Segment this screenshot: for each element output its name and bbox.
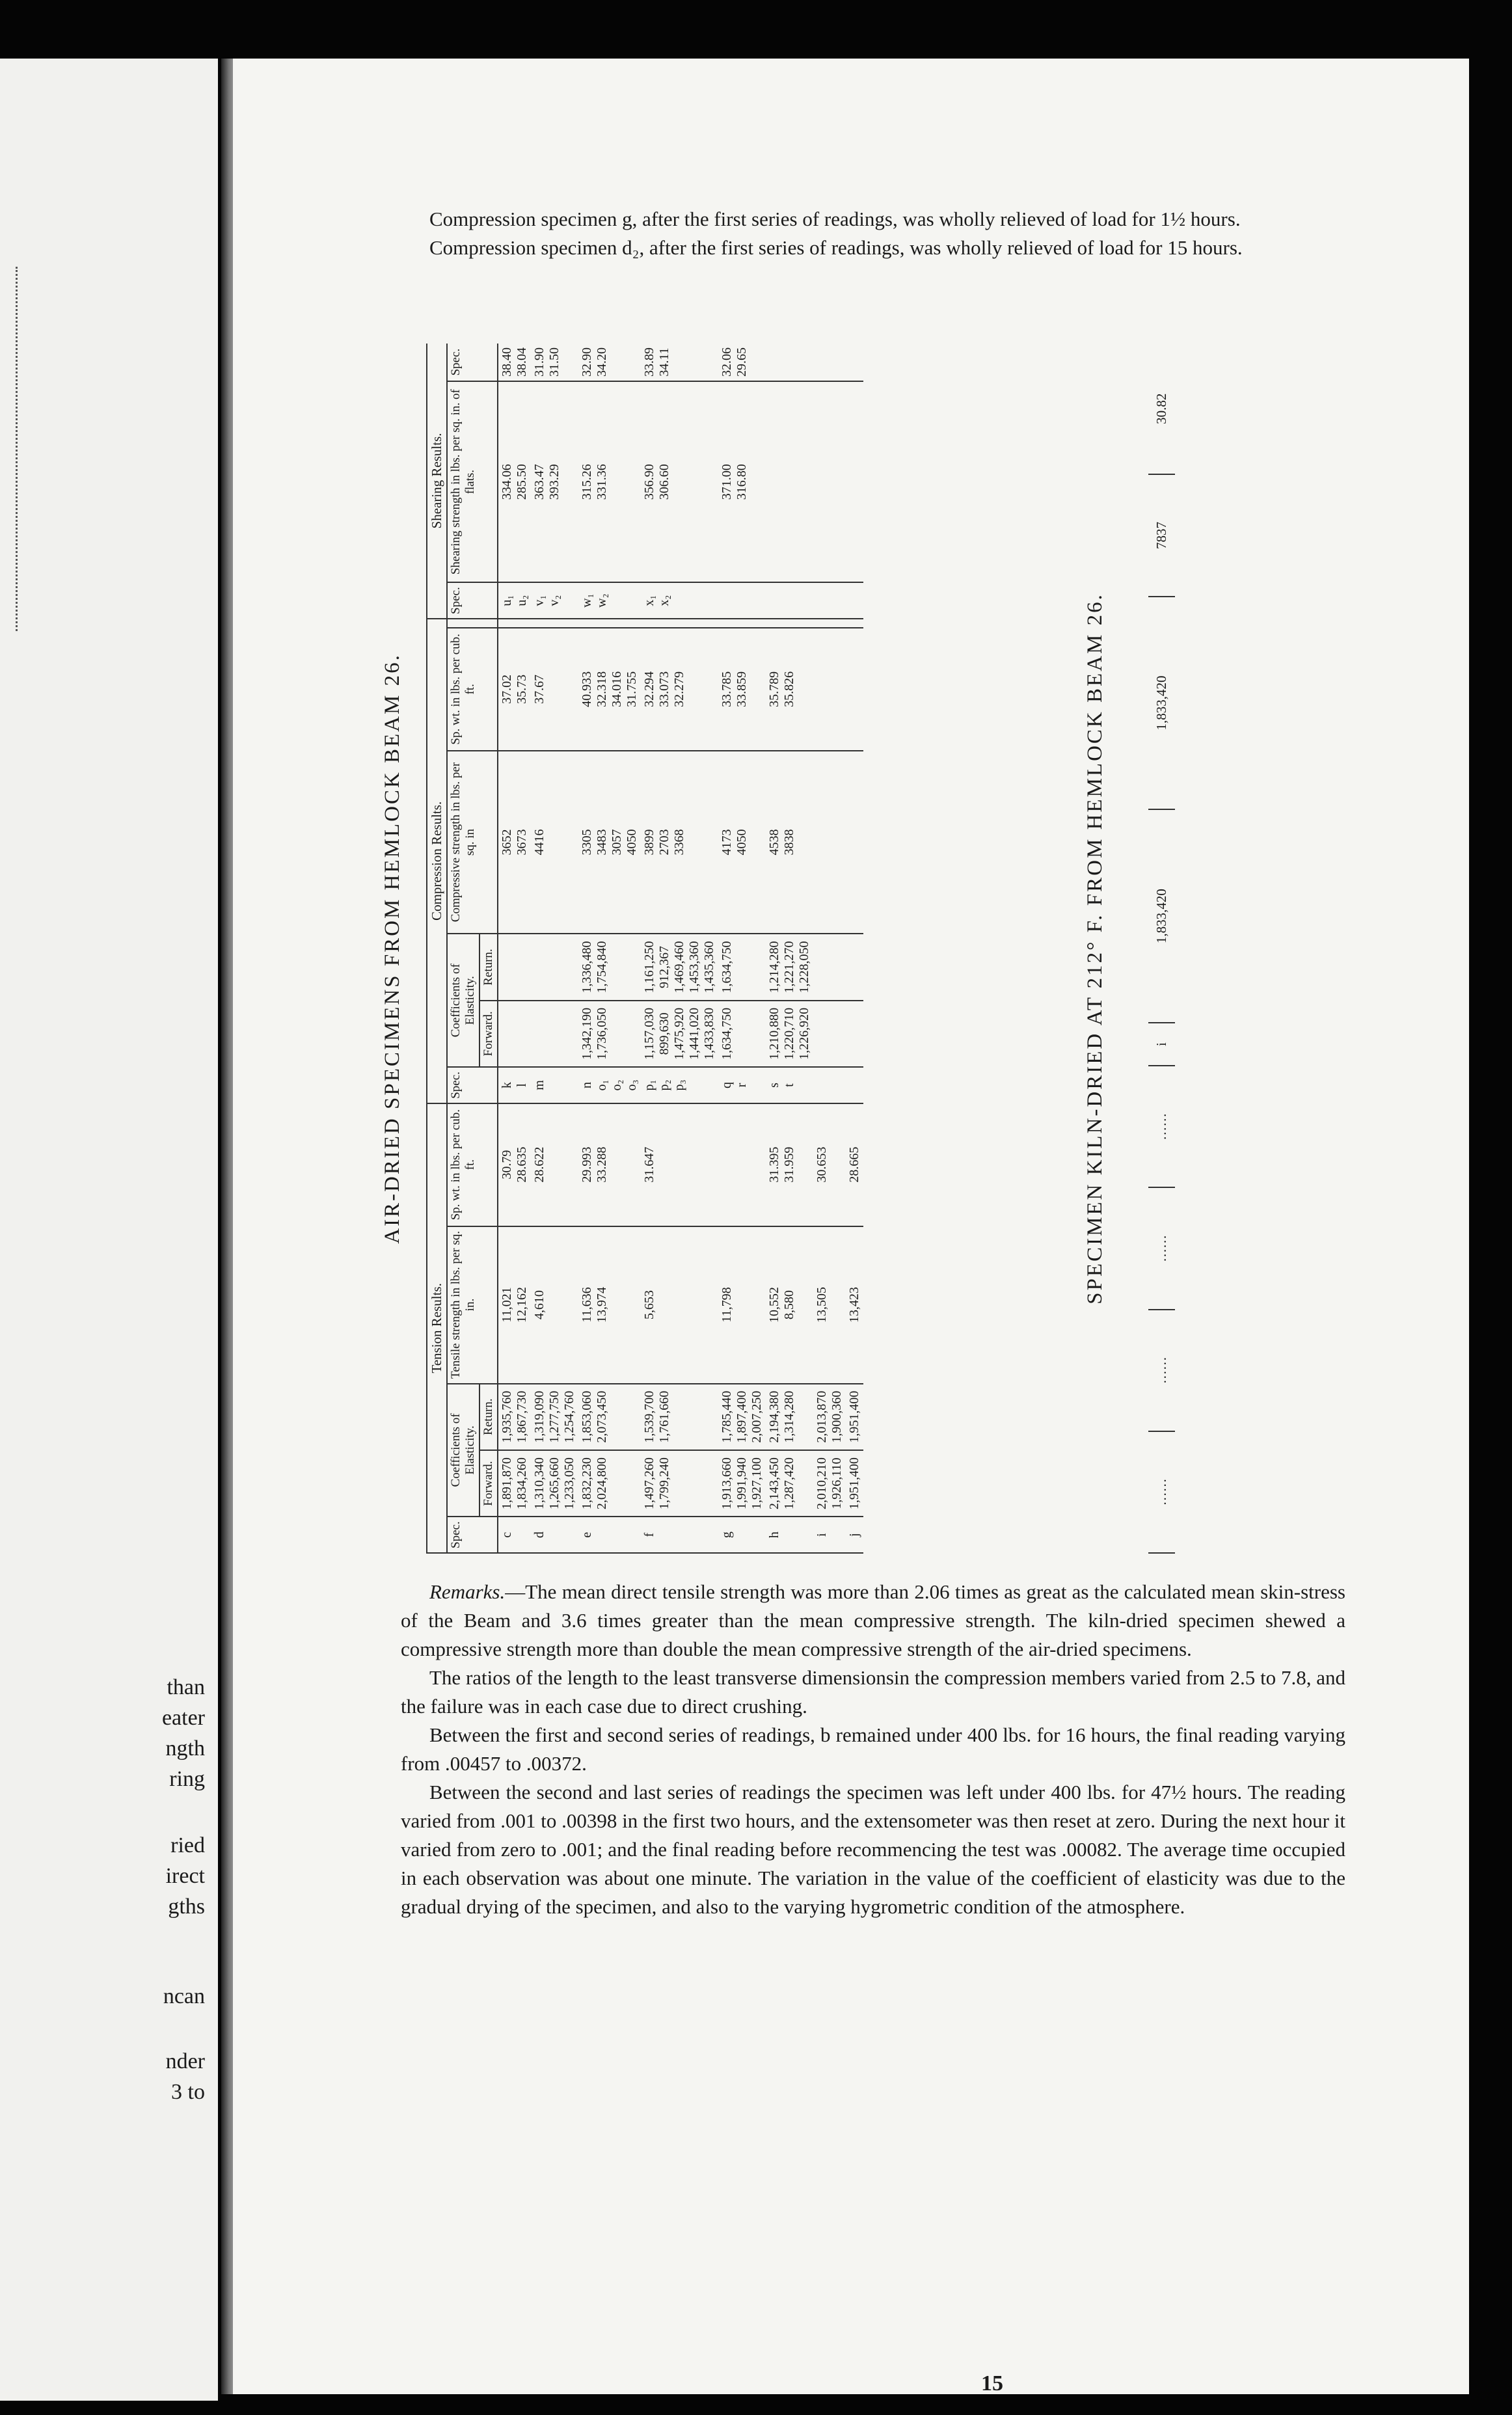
shearing-spec-cell: v₁ v₂ — [531, 582, 578, 619]
body-paragraph: The ratios of the length to the least transverse dimensionsin the compression members varied from 2.5 to 7.8, and the failure was in each case due to direct crushing. — [401, 1666, 1345, 1718]
spacer-cell — [846, 619, 863, 628]
kiln-placeholder: …… — [1148, 1431, 1175, 1553]
empty-cell — [846, 1067, 863, 1103]
kiln-forward: 1,833,420 — [1148, 809, 1175, 1023]
tension-spwt-cell: 31.395 31.959 — [766, 1103, 813, 1226]
empty-cell — [846, 381, 863, 582]
compression-forward-cell — [498, 1001, 531, 1067]
kiln-spwt: 30.82 — [1148, 344, 1175, 474]
empty-cell — [766, 344, 813, 381]
col-compressive: Compressive strength in lbs. per sq. in — [447, 751, 498, 934]
compression-forward-cell — [531, 1001, 578, 1067]
tension-spec-cell: j — [846, 1517, 863, 1553]
shearing-strength-cell: 356.90 306.60 — [641, 381, 718, 582]
tension-tensile-cell: 11,021 12,162 — [498, 1226, 531, 1384]
spacer-cell — [813, 619, 846, 628]
remarks-text: —The mean direct tensile strength was more than 2.06 times as great as the calculated mean skin-stress of the Beam and 3.6 times greater than the mean compressive strength. The kiln-dried specimen shewed a compressive strength more than double the mean compressive strength of the air-dried specimens. — [401, 1580, 1345, 1661]
empty-cell — [846, 1001, 863, 1067]
col-spwt: Sp. wt. in lbs. per cub. ft. — [447, 1103, 498, 1226]
shearing-spec-cell: w₁ w₂ — [578, 582, 641, 619]
tension-spec-cell: i — [813, 1517, 846, 1553]
body-paragraph: Between the second and last series of readings the specimen was left under 400 lbs. for 47½ hours. The reading varied from .001 to .00398 in the first two hours, and the extensometer was then reset at zero. During the next hour it varied from zero to .001; and the final reading before recommencing the test was .00082. The average time occupied in each observation was about one minute. The variation in the value of the coefficient of elasticity was due to the gradual drying of the specimen, and also to the varying hygrometric condition of the atmosphere. — [401, 1781, 1345, 1919]
compression-return-cell — [498, 934, 531, 1000]
kiln-title: SPECIMEN KILN-DRIED AT 212° F. FROM HEMLOCK BEAM 26. — [1083, 593, 1107, 1304]
tension-spwt-cell: 30.653 — [813, 1103, 846, 1226]
compression-spec-cell: s t — [766, 1067, 813, 1103]
table-row — [813, 344, 846, 1553]
spacer-cell — [641, 619, 718, 628]
compression-spwt-cell: 32.294 33.073 32.279 — [641, 628, 718, 751]
tension-tensile-cell: 13,505 — [813, 1226, 846, 1384]
tension-forward-cell: 1,891,870 1,834,260 — [498, 1450, 531, 1517]
margin-word: eater — [161, 1706, 205, 1730]
compression-forward-cell: 1,342,190 1,736,050 — [578, 1001, 641, 1067]
table-title: AIR-DRIED SPECIMENS FROM HEMLOCK BEAM 26. — [381, 653, 404, 1244]
shearing-spec-cell — [718, 582, 766, 619]
col-spec: Spec. — [447, 344, 498, 381]
empty-cell — [846, 934, 863, 1000]
coeff-header: Coefficients of Elasticity. — [447, 1384, 479, 1517]
empty-cell — [813, 1001, 846, 1067]
tension-forward-cell: 1,913,660 1,991,940 1,927,100 — [718, 1450, 766, 1517]
table-row — [498, 344, 531, 1553]
remarks-label: Remarks. — [429, 1580, 506, 1603]
coeff-header: Coefficients of Elasticity. — [447, 934, 479, 1067]
compression-strength-cell: 4173 4050 — [718, 751, 766, 934]
margin-word: ring — [169, 1767, 205, 1791]
empty-cell — [846, 751, 863, 934]
compression-spwt-cell: 35.789 35.826 — [766, 628, 813, 751]
compression-strength-cell: 3652 3673 — [498, 751, 531, 934]
col-tensile: Tensile strength in lbs. per sq. in. — [447, 1226, 498, 1384]
compression-return-cell: 1,161,250 912,367 1,469,460 1,453,360 1,435,360 — [641, 934, 718, 1000]
tension-tensile-cell: 10,552 8,580 — [766, 1226, 813, 1384]
dot-leader — [0, 267, 18, 631]
col-return: Return. — [479, 934, 498, 1000]
table-row — [641, 344, 718, 1553]
tension-tensile-cell: 4,610 — [531, 1226, 578, 1384]
col-forward: Forward. — [479, 1001, 498, 1067]
shearing-spwt-cell: 31.90 31.50 — [531, 344, 578, 381]
tension-tensile-cell: 13,423 — [846, 1226, 863, 1384]
tension-forward-cell: 2,143,450 1,287,420 — [766, 1450, 813, 1517]
compression-spwt-cell: 37.02 35.73 — [498, 628, 531, 751]
shearing-strength-cell: 315.26 331.36 — [578, 381, 641, 582]
compression-strength-cell: 3899 2703 3368 — [641, 751, 718, 934]
margin-word: gths — [168, 1895, 205, 1919]
col-return: Return. — [479, 1384, 498, 1450]
results-table — [426, 344, 863, 1554]
shearing-spec-cell: u₁ u₂ — [498, 582, 531, 619]
spacer-cell — [718, 619, 766, 628]
margin-word: ried — [170, 1833, 205, 1857]
compression-forward-cell: 1,210,880 1,220,710 1,226,920 — [766, 1001, 813, 1067]
tension-spwt-cell: 31.647 — [641, 1103, 718, 1226]
intro-paragraph: Compression specimen g, after the first series of readings, was wholly relieved of load for 1½ hours. — [429, 208, 1241, 230]
tension-return-cell: 1,539,700 1,761,660 — [641, 1384, 718, 1450]
shearing-spwt-cell: 38.40 38.04 — [498, 344, 531, 381]
tension-return-cell: 1,319,090 1,277,750 1,254,760 — [531, 1384, 578, 1450]
col-spec: Spec. — [447, 1517, 498, 1553]
compression-return-cell: 1,214,280 1,221,270 1,228,050 — [766, 934, 813, 1000]
tension-forward-cell: 1,832,230 2,024,800 — [578, 1450, 641, 1517]
empty-cell — [813, 1067, 846, 1103]
shearing-spwt-cell: 32.90 34.20 — [578, 344, 641, 381]
margin-word: irect — [165, 1864, 205, 1888]
kiln-placeholder: …… — [1148, 1187, 1175, 1309]
table-row — [578, 344, 641, 1553]
rotated-table — [381, 344, 1213, 1554]
col-shearing: Shearing strength in lbs. per sq. in. of flats. — [447, 381, 498, 582]
tension-forward-cell: 1,310,340 1,265,660 1,233,050 — [531, 1450, 578, 1517]
empty-cell — [813, 582, 846, 619]
compression-spwt-cell: 40.933 32.318 34.016 31.755 — [578, 628, 641, 751]
compression-forward-cell: 1,157,030 899,630 1,475,920 1,441,020 1,433,830 — [641, 1001, 718, 1067]
group-shearing-header: Shearing Results. — [427, 344, 447, 619]
shearing-strength-cell: 334.06 285.50 — [498, 381, 531, 582]
intro-paragraph: Compression specimen d₂, after the first series of readings, was wholly relieved of load for 15 hours. — [429, 236, 1243, 260]
spacer-cell — [766, 619, 813, 628]
empty-cell — [813, 751, 846, 934]
tension-spec-cell: d — [531, 1517, 578, 1553]
table-row — [846, 344, 863, 1553]
tension-tensile-cell: 11,636 13,974 — [578, 1226, 641, 1384]
compression-return-cell — [531, 934, 578, 1000]
margin-word: nder — [165, 2049, 205, 2073]
margin-word: ncan — [163, 1984, 205, 2008]
tension-tensile-cell: 5,653 — [641, 1226, 718, 1384]
compression-spec-cell: k l — [498, 1067, 531, 1103]
body-paragraph: Between the first and second series of readings, b remained under 400 lbs. for 16 hours, the final reading varying from .00457 to .00372. — [401, 1723, 1345, 1775]
tension-spec-cell: c — [498, 1517, 531, 1553]
spacer — [447, 619, 498, 628]
shearing-spwt-cell: 32.06 29.65 — [718, 344, 766, 381]
tension-forward-cell: 1,951,400 — [846, 1450, 863, 1517]
tension-spec-cell: g — [718, 1517, 766, 1553]
tension-return-cell: 2,013,870 1,900,360 — [813, 1384, 846, 1450]
tension-spwt-cell: 29.993 33.288 — [578, 1103, 641, 1226]
tension-spwt-cell: 28.622 — [531, 1103, 578, 1226]
group-compression-header: Compression Results. — [427, 619, 447, 1103]
tension-return-cell: 1,785,440 1,897,400 2,007,250 — [718, 1384, 766, 1450]
compression-strength-cell: 4416 — [531, 751, 578, 934]
compression-spec-cell: q r — [718, 1067, 766, 1103]
kiln-spec: i — [1148, 1023, 1175, 1066]
tension-return-cell: 1,951,400 — [846, 1384, 863, 1450]
spacer-cell — [578, 619, 641, 628]
compression-strength-cell: 4538 3838 — [766, 751, 813, 934]
body-paragraphs — [401, 1578, 1345, 1921]
tension-tensile-cell: 11,798 — [718, 1226, 766, 1384]
compression-spwt-cell: 37.67 — [531, 628, 578, 751]
tension-spwt-cell: 28.665 — [846, 1103, 863, 1226]
shearing-spec-cell: x₁ x₂ — [641, 582, 718, 619]
kiln-return: 1,833,420 — [1148, 597, 1175, 810]
empty-cell — [766, 582, 813, 619]
kiln-placeholder: …… — [1148, 1066, 1175, 1187]
empty-cell — [766, 381, 813, 582]
page-number: 15 — [981, 2371, 1003, 2395]
empty-cell — [846, 582, 863, 619]
table-row — [718, 344, 766, 1553]
compression-spec-cell: m — [531, 1067, 578, 1103]
intro-paragraphs — [401, 205, 1345, 262]
empty-cell — [813, 628, 846, 751]
kiln-placeholder: …… — [1148, 1310, 1175, 1431]
remarks-paragraph — [401, 1578, 1345, 1664]
tension-return-cell: 1,853,060 2,073,450 — [578, 1384, 641, 1450]
col-forward: Forward. — [479, 1450, 498, 1517]
col-spec: Spec. — [447, 582, 498, 619]
empty-cell — [813, 934, 846, 1000]
col-spwt: Sp. wt. in lbs. per cub. ft. — [447, 628, 498, 751]
margin-word: 3 to — [171, 2080, 205, 2104]
margin-word: ngth — [165, 1736, 205, 1761]
empty-cell — [846, 344, 863, 381]
tension-return-cell: 2,194,380 1,314,280 — [766, 1384, 813, 1450]
tension-spec-cell: f — [641, 1517, 718, 1553]
shearing-strength-cell: 371.00 316.80 — [718, 381, 766, 582]
shearing-strength-cell: 363.47 393.29 — [531, 381, 578, 582]
kiln-table — [1148, 344, 1175, 1554]
compression-return-cell: 1,336,480 1,754,840 — [578, 934, 641, 1000]
table-row — [531, 344, 578, 1553]
tension-spwt-cell: 30.79 28.635 — [498, 1103, 531, 1226]
tension-forward-cell: 1,497,260 1,799,240 — [641, 1450, 718, 1517]
tension-return-cell: 1,935,760 1,867,730 — [498, 1384, 531, 1450]
tension-forward-cell: 2,010,210 1,926,110 — [813, 1450, 846, 1517]
margin-word: than — [167, 1675, 205, 1699]
spacer-cell — [531, 619, 578, 628]
shearing-spwt-cell: 33.89 34.11 — [641, 344, 718, 381]
compression-spec-cell: p₁ p₂ p₃ — [641, 1067, 718, 1103]
compression-spwt-cell: 33.785 33.859 — [718, 628, 766, 751]
group-tension-header: Tension Results. — [427, 1103, 447, 1553]
col-spec: Spec. — [447, 1067, 498, 1103]
compression-spec-cell: n o₁ o₂ o₃ — [578, 1067, 641, 1103]
tension-spec-cell: h — [766, 1517, 813, 1553]
kiln-strength: 7837 — [1148, 474, 1175, 596]
compression-return-cell: 1,634,750 — [718, 934, 766, 1000]
previous-page-edge — [0, 59, 218, 2401]
compression-forward-cell: 1,634,750 — [718, 1001, 766, 1067]
empty-cell — [813, 381, 846, 582]
table-row — [766, 344, 813, 1553]
spacer-cell — [498, 619, 531, 628]
tension-spwt-cell — [718, 1103, 766, 1226]
empty-cell — [813, 344, 846, 381]
empty-cell — [846, 628, 863, 751]
compression-strength-cell: 3305 3483 3057 4050 — [578, 751, 641, 934]
tension-spec-cell: e — [578, 1517, 641, 1553]
